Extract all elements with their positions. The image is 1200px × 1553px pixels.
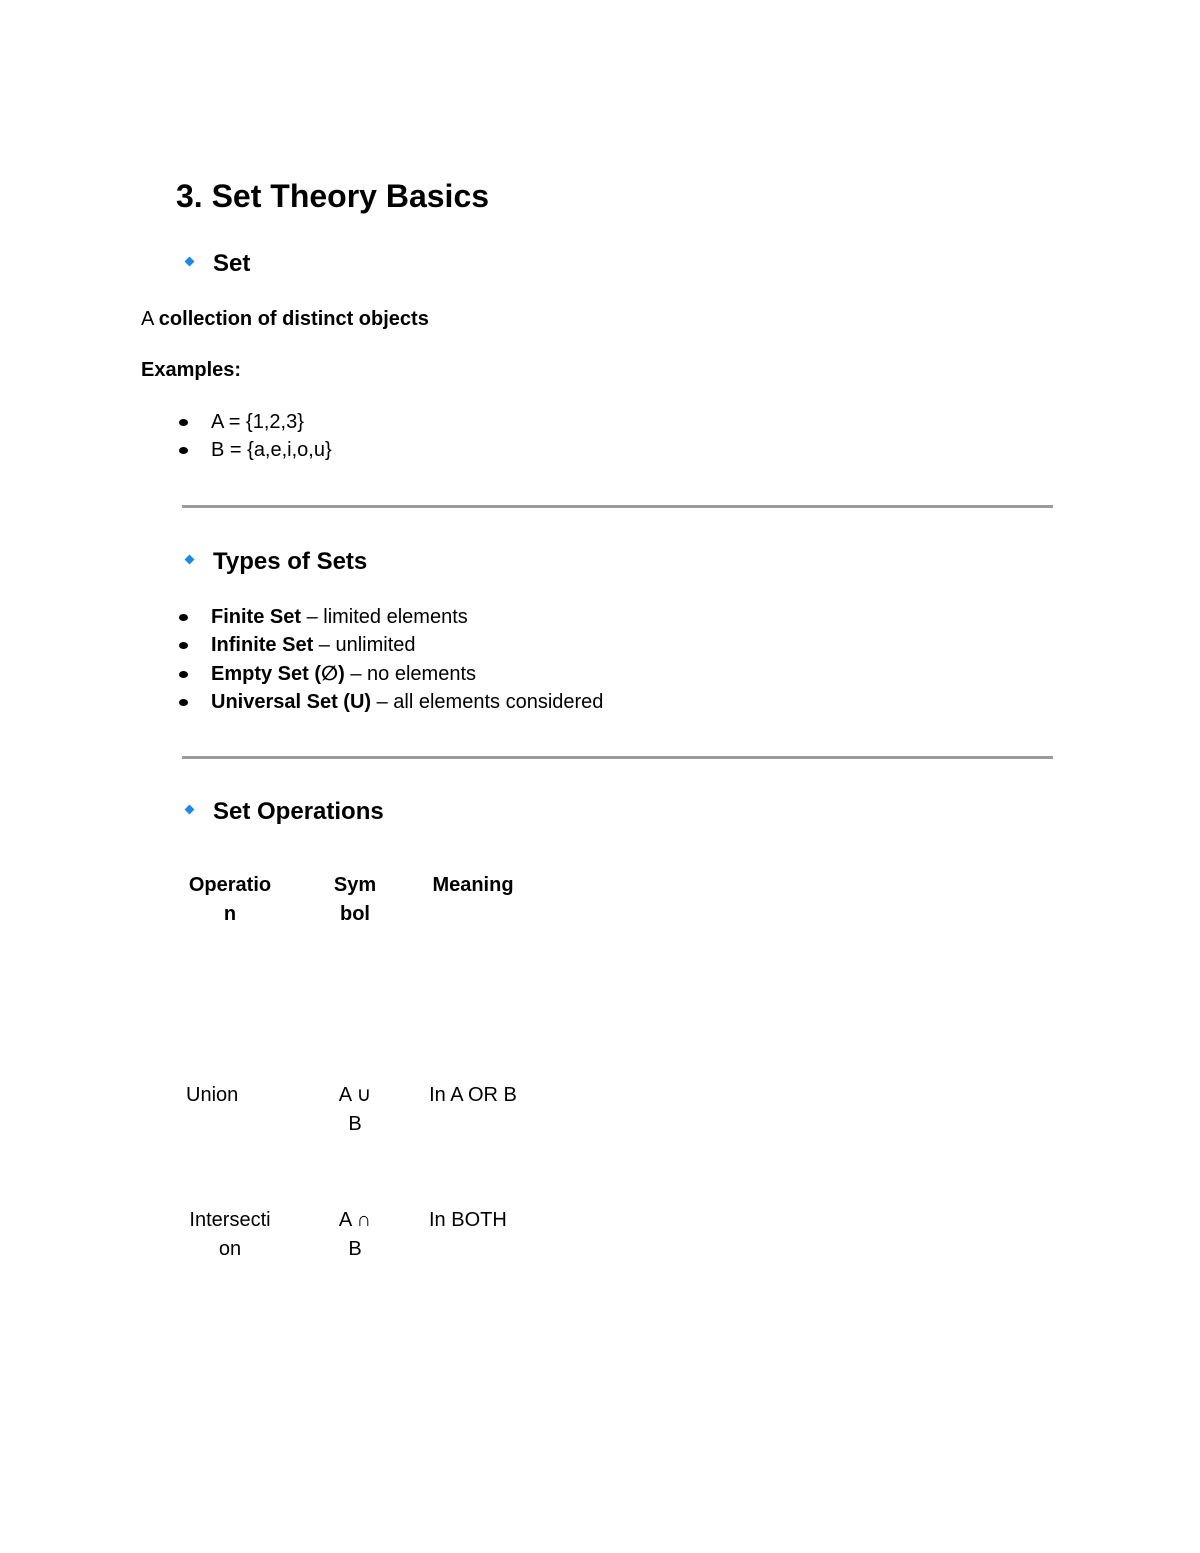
list-item: Universal Set (U) – all elements considered (176, 688, 603, 716)
examples-label: Examples: (141, 359, 242, 381)
list-item: Infinite Set – unlimited (176, 631, 603, 659)
table-header-symbol: Symbol (333, 874, 377, 925)
list-item: Finite Set – limited elements (176, 603, 603, 631)
table-cell-operation: Intersection (189, 1209, 271, 1260)
bullet-dot-icon (179, 671, 188, 678)
table-cell-operation: Union (186, 1084, 239, 1106)
set-definition-prefix: A (141, 308, 159, 330)
horizontal-rule (182, 505, 1053, 508)
table-cell-meaning: In A OR B (429, 1084, 517, 1106)
set-definition-bold: collection of distinct objects (158, 308, 429, 330)
bullet-dot-icon (179, 699, 188, 706)
section-heading-types-label: Types of Sets (213, 548, 368, 575)
document-title: 3. Set Theory Basics (176, 178, 490, 214)
list-item: A = {1,2,3} (176, 408, 332, 436)
diamond-bullet-icon (185, 805, 195, 815)
bullet-dot-icon (179, 447, 188, 454)
table-header-meaning: Meaning (432, 874, 514, 896)
table-cell-symbol: A ∪ B (338, 1084, 372, 1135)
section-heading-set (186, 248, 250, 280)
diamond-bullet-icon (185, 555, 195, 565)
bullet-dot-icon (179, 419, 188, 426)
types-list (176, 603, 603, 716)
bullet-dot-icon (179, 614, 188, 621)
section-heading-set-label: Set (213, 250, 251, 277)
set-definition (141, 305, 429, 333)
table-cell-meaning: In BOTH (429, 1209, 507, 1231)
examples-list (176, 408, 332, 465)
section-heading-operations (186, 796, 384, 828)
list-item: Empty Set (∅) – no elements (176, 660, 603, 688)
bullet-dot-icon (179, 642, 188, 649)
table-cell-symbol: A ∩ B (338, 1209, 372, 1260)
section-heading-operations-label: Set Operations (213, 798, 384, 825)
section-heading-types (186, 546, 367, 578)
horizontal-rule (182, 756, 1053, 759)
list-item: B = {a,e,i,o,u} (176, 436, 332, 464)
diamond-bullet-icon (185, 257, 195, 267)
table-header-operation: Operation (188, 874, 272, 925)
